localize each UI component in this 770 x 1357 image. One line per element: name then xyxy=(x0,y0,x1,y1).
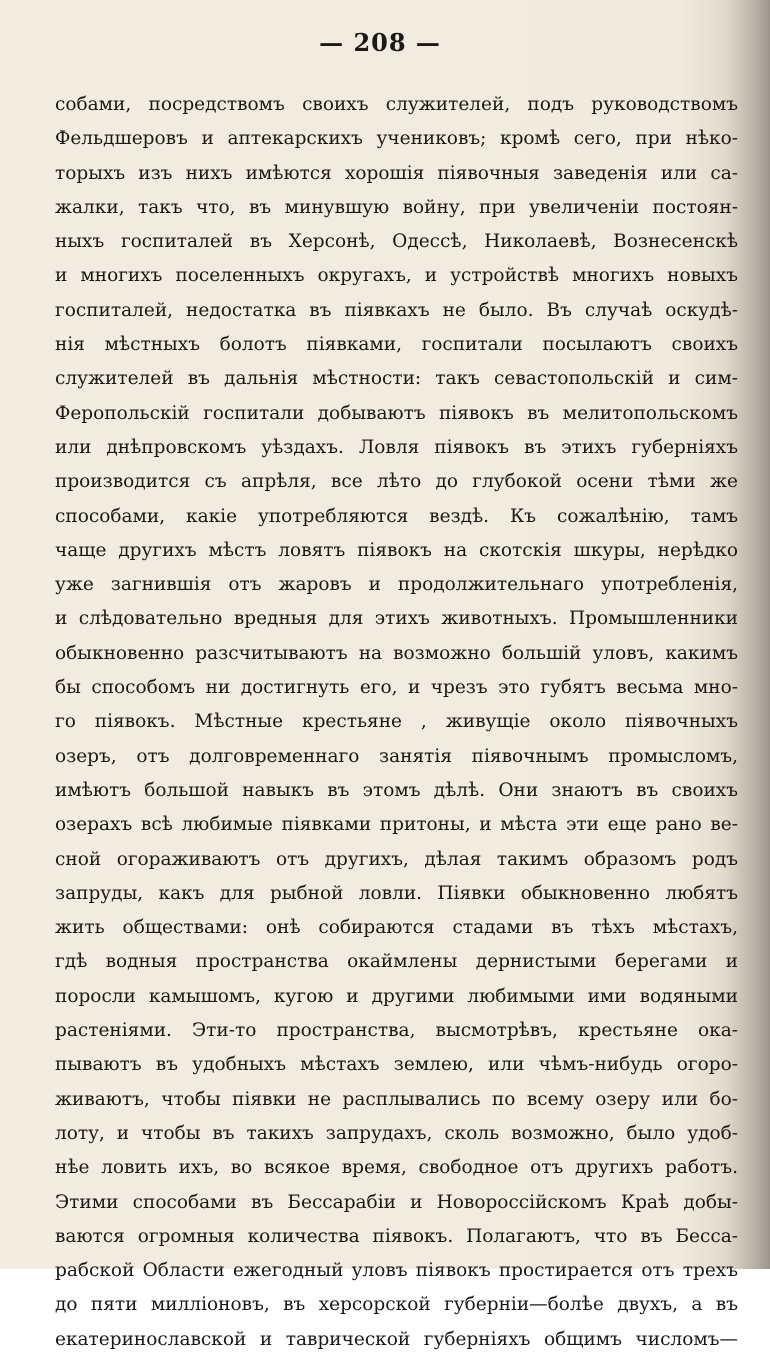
text-line: жить обществами: онѣ собираются стадами въ тѣхъ мѣстахъ, xyxy=(55,917,738,939)
text-line: поросли камышомъ, кугою и другими любимыми ими водяными xyxy=(55,985,738,1007)
text-line: обыкновенно разсчитываютъ на возможно большій уловъ, какимъ xyxy=(55,642,738,664)
text-line: го піявокъ. Мѣстные крестьяне , живущіе около піявочныхъ xyxy=(55,711,738,733)
text-line: нія мѣстныхъ болотъ піявками, госпитали посылаютъ своихъ xyxy=(55,334,738,356)
text-line: торыхъ изъ нихъ имѣются хорошія піявочныя заведенія или са- xyxy=(55,162,738,184)
text-line: и многихъ поселенныхъ округахъ, и устройствѣ многихъ новыхъ xyxy=(55,265,738,287)
text-line: способами, какіе употребляются вездѣ. Къ сожалѣнію, тамъ xyxy=(55,505,738,527)
text-line: озеръ, отъ долговременнаго занятія піявочнымъ промысломъ, xyxy=(55,745,738,767)
page-number: — 208 — xyxy=(319,28,441,57)
text-line: Фельдшеровъ и аптекарскихъ учениковъ; кромѣ сего, при нѣко- xyxy=(55,128,738,150)
text-line: ваются огромныя количества піявокъ. Полагаютъ, что въ Бесса- xyxy=(55,1225,738,1247)
text-line: екатеринославской и таврической губерніяхъ общимъ числомъ— xyxy=(55,1328,738,1350)
text-line: живаютъ, чтобы піявки не расплывались по всему озеру или бо- xyxy=(55,1088,738,1110)
body-text xyxy=(55,88,738,1357)
text-line: сной огораживаютъ отъ другихъ, дѣлая такимъ образомъ родъ xyxy=(55,848,738,870)
text-line: ныхъ госпиталей въ Херсонѣ, Одессѣ, Николаевѣ, Вознесенскѣ xyxy=(55,231,738,253)
text-line: уже загнившія отъ жаровъ и продолжительнаго употребленія, xyxy=(55,574,738,596)
text-line: и слѣдовательно вредныя для этихъ животныхъ. Промышленники xyxy=(55,608,738,630)
text-line: имѣютъ большой навыкъ въ этомъ дѣлѣ. Они знаютъ въ своихъ xyxy=(55,779,738,801)
text-line: собами, посредствомъ своихъ служителей, подъ руководствомъ xyxy=(55,94,738,115)
text-line: Этими способами въ Бессарабіи и Новороссійскомъ Краѣ добы- xyxy=(55,1191,738,1213)
text-line: бы способомъ ни достигнуть его, и чрезъ это губятъ весьма мно- xyxy=(55,677,738,699)
text-line: рабской Области ежегодный уловъ піявокъ простирается отъ трехъ xyxy=(55,1260,738,1282)
text-line: лоту, и чтобы въ такихъ запрудахъ, сколь возможно, было удоб- xyxy=(55,1122,738,1144)
text-line: до пяти милліоновъ, въ херсорской губерніи—болѣе двухъ, а въ xyxy=(55,1294,738,1316)
text-line: чаще другихъ мѣстъ ловятъ піявокъ на скотскія шкуры, нерѣдко xyxy=(55,539,738,561)
text-line: растеніями. Эти-то пространства, высмотрѣвъ, крестьяне ока- xyxy=(55,1020,738,1042)
text-line: Феропольскій госпитали добываютъ піявокъ въ мелитопольскомъ xyxy=(55,402,738,424)
text-line: производится съ апрѣля, все лѣто до глубокой осени тѣми же xyxy=(55,471,738,493)
text-line: госпиталей, недостатка въ піявкахъ не было. Въ случаѣ оскудѣ- xyxy=(55,299,738,321)
text-line: нѣе ловить ихъ, во всякое время, свободное отъ другихъ работъ. xyxy=(55,1157,738,1179)
text-line: или днѣпровскомъ уѣздахъ. Ловля піявокъ въ этихъ губерніяхъ xyxy=(55,436,738,458)
text-line: гдѣ водныя пространства окаймлены дернистыми берегами и xyxy=(55,951,738,973)
text-line: служителей въ дальнія мѣстности: такъ севастопольскій и сим- xyxy=(55,368,738,390)
text-line: запруды, какъ для рыбной ловли. Піявки обыкновенно любятъ xyxy=(55,882,738,904)
text-line: жалки, такъ что, въ минувшую войну, при увеличеніи постоян- xyxy=(55,196,738,218)
text-line: озерахъ всѣ любимые піявками притоны, и мѣста эти еще рано ве- xyxy=(55,814,738,836)
text-line: пываютъ въ удобныхъ мѣстахъ землею, или чѣмъ-нибудь огоро- xyxy=(55,1054,738,1076)
